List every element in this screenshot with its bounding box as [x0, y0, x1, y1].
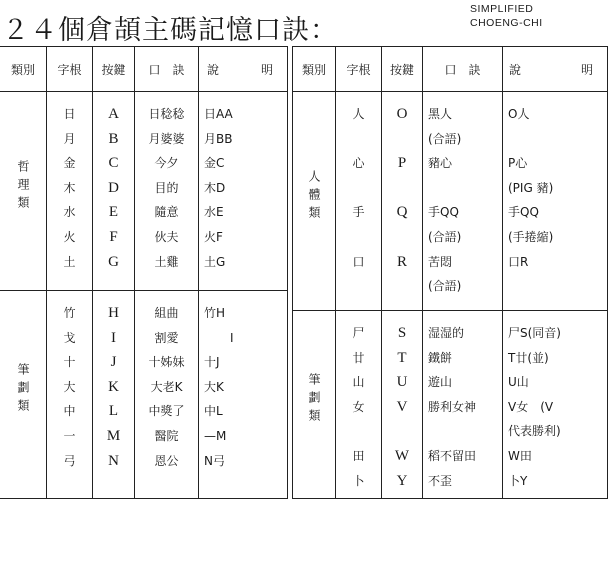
cell-entry: 手QQ — [428, 205, 459, 220]
cell-entry: K — [108, 378, 119, 395]
cell-entry: 月 — [63, 131, 76, 146]
cell-entry: 木D — [204, 180, 226, 195]
cell-entry — [382, 419, 422, 444]
group-label: 人體類 — [293, 92, 336, 311]
cell-entry: 山 — [352, 375, 365, 390]
cell-entry — [336, 274, 381, 299]
cell-entry — [508, 274, 607, 299]
key-column — [93, 92, 135, 291]
cell-entry: U — [396, 374, 408, 391]
cell-entry — [336, 225, 381, 250]
cell-entry: W田 — [508, 448, 532, 463]
cell-entry — [428, 419, 502, 444]
cell-entry: O — [396, 106, 408, 122]
cell-entry: 金C — [204, 156, 225, 171]
cell-entry: 女 — [352, 399, 365, 414]
cell-entry: 代表勝利) — [508, 424, 561, 439]
cell-entry — [382, 274, 422, 299]
group-row — [293, 92, 608, 311]
cell-entry: O人 — [508, 107, 530, 121]
cell-entry: 一 — [63, 428, 76, 443]
cell-entry: 黑人 — [428, 107, 453, 121]
right-header-row — [293, 47, 608, 92]
cell-entry: 水 — [63, 205, 76, 220]
cell-entry: I — [230, 330, 234, 345]
header-key: 按鍵 — [93, 47, 135, 92]
cell-entry: (合語) — [428, 279, 462, 294]
header-radical: 字根 — [336, 47, 382, 92]
left-table — [0, 46, 288, 499]
radical-column — [47, 92, 93, 291]
cell-entry: 金 — [63, 156, 76, 171]
cell-entry: V — [396, 398, 408, 415]
cell-entry: 日AA — [204, 107, 233, 121]
cell-entry: 廿 — [352, 350, 365, 365]
cell-entry: 醫院 — [154, 428, 179, 443]
cell-entry: 心 — [352, 156, 365, 171]
cell-entry: 大老K — [150, 379, 183, 394]
cell-entry: 中 — [63, 404, 76, 419]
cell-entry: 十 — [63, 355, 76, 370]
cell-entry: 月BB — [204, 131, 233, 146]
cell-entry: 大K — [204, 379, 224, 394]
cell-entry: 人 — [352, 107, 365, 121]
cell-entry: 恩公 — [154, 453, 179, 468]
cell-entry — [382, 176, 422, 201]
cell-entry: 手QQ — [508, 205, 539, 220]
cell-entry: 弓 — [63, 453, 76, 468]
header-category: 類別 — [293, 47, 336, 92]
header-radical: 字根 — [47, 47, 93, 92]
group-row — [293, 311, 608, 499]
cell-entry: 今夕 — [154, 156, 179, 171]
header-mnemonic: 口 訣 — [423, 47, 503, 92]
radical-column — [336, 92, 382, 311]
cell-entry — [336, 127, 381, 152]
cell-entry: I — [111, 329, 116, 346]
cell-entry: P — [397, 155, 407, 172]
page-title: ２４個倉頡主碼記憶口訣： — [2, 15, 338, 46]
cell-entry — [336, 176, 381, 201]
cell-entry: 手 — [352, 205, 365, 220]
key-column — [382, 92, 423, 311]
cell-entry — [508, 127, 607, 152]
subtitle-line-1: SIMPLIFIED — [470, 3, 534, 15]
cell-entry: 口 — [352, 254, 365, 269]
cell-entry: 豬心 — [428, 156, 453, 171]
cell-entry: 十J — [204, 355, 220, 370]
cell-entry: 水E — [204, 205, 224, 220]
cell-entry: W — [394, 447, 410, 464]
cell-entry: (合語) — [428, 131, 462, 146]
mnemonic-column — [423, 92, 503, 311]
cell-entry: D — [108, 179, 119, 196]
cell-entry: 割愛 — [154, 330, 179, 345]
description-column — [503, 311, 608, 499]
cell-entry: 戈 — [63, 330, 76, 345]
group-label: 筆劃類 — [0, 291, 47, 499]
mnemonic-column — [135, 92, 199, 291]
cell-entry: E — [108, 204, 119, 221]
cell-entry: 火F — [204, 229, 223, 244]
cell-entry: 土雞 — [154, 254, 179, 269]
cell-entry: 中獎了 — [148, 404, 185, 419]
header-key: 按鍵 — [382, 47, 423, 92]
radical-column — [47, 291, 93, 499]
radical-column — [336, 311, 382, 499]
cell-entry: (PIG 豬) — [508, 180, 554, 195]
cell-entry: 組曲 — [154, 306, 179, 320]
cell-entry: 尸S(同音) — [508, 326, 561, 340]
cell-entry: M — [106, 427, 121, 444]
mnemonic-column — [423, 311, 503, 499]
cell-entry: (手捲縮) — [508, 229, 554, 244]
description-column — [503, 92, 608, 311]
cell-entry: 遊山 — [428, 375, 453, 390]
cell-entry: 日稔稔 — [148, 107, 185, 121]
cell-entry: Q — [396, 204, 408, 221]
cell-entry: 口R — [508, 254, 529, 269]
cell-entry: 卜 — [352, 473, 365, 488]
cell-entry: 土G — [204, 254, 226, 269]
cell-entry: 土 — [63, 254, 76, 269]
cell-entry: 日 — [63, 107, 76, 121]
cell-entry: 稻不留田 — [428, 448, 477, 463]
cell-entry: B — [108, 130, 119, 147]
group-label: 筆劃類 — [293, 311, 336, 499]
group-label: 哲理類 — [0, 92, 47, 291]
cell-entry: H — [108, 305, 119, 321]
cell-entry: 大 — [63, 379, 76, 394]
cell-entry: —M — [204, 428, 227, 443]
cell-entry: T — [397, 349, 407, 366]
group-row — [0, 92, 288, 291]
cell-entry: F — [109, 228, 118, 245]
cell-entry — [336, 419, 381, 444]
cell-entry: (合語) — [428, 229, 462, 244]
cell-entry: T廿(並) — [508, 350, 549, 365]
cell-entry: 月婆婆 — [148, 131, 185, 146]
left-header-row — [0, 47, 288, 92]
subtitle-line-2: CHOENG-CHI — [470, 17, 543, 29]
cell-entry — [382, 127, 422, 152]
cell-entry: 勝利女神 — [428, 399, 477, 414]
cell-entry: 竹H — [204, 306, 226, 320]
header-description: 說 明 — [503, 47, 608, 92]
header-description: 說 明 — [199, 47, 288, 92]
description-column — [199, 92, 288, 291]
cell-entry: N — [108, 452, 119, 469]
cell-entry: 田 — [352, 448, 365, 463]
header-category: 類別 — [0, 47, 47, 92]
right-table — [292, 46, 608, 499]
cell-entry: 隨意 — [154, 205, 179, 220]
cell-entry: 湿湿的 — [428, 326, 465, 340]
cell-entry: 尸 — [352, 326, 365, 340]
header-mnemonic: 口 訣 — [135, 47, 199, 92]
cell-entry: S — [397, 325, 407, 341]
cell-entry: U山 — [508, 375, 529, 390]
cell-entry: V女 (V — [508, 399, 554, 414]
cell-entry: 十姊妹 — [148, 355, 185, 370]
cell-entry: R — [396, 253, 407, 270]
cell-entry: L — [108, 403, 119, 420]
cell-entry — [382, 225, 422, 250]
cell-entry: 木 — [63, 180, 76, 195]
cell-entry: P心 — [508, 156, 528, 171]
cell-entry: 卜Y — [508, 473, 528, 488]
cell-entry: 不歪 — [428, 473, 453, 488]
cell-entry: N弓 — [204, 453, 225, 468]
cell-entry: 中L — [204, 404, 223, 419]
cell-entry: 竹 — [63, 306, 76, 320]
description-column — [199, 291, 288, 499]
group-row — [0, 291, 288, 499]
key-column — [93, 291, 135, 499]
cell-entry: A — [108, 106, 119, 122]
cell-entry — [428, 176, 502, 201]
cell-entry: C — [108, 155, 119, 172]
cell-entry: 伙夫 — [154, 229, 179, 244]
cell-entry: 火 — [63, 229, 76, 244]
cell-entry: G — [108, 253, 119, 270]
cell-entry: Y — [396, 472, 408, 489]
cell-entry: J — [110, 354, 117, 371]
key-column — [382, 311, 423, 499]
cell-entry: 苦悶 — [428, 254, 453, 269]
cell-entry: 目的 — [154, 180, 179, 195]
cell-entry: 鐵餅 — [428, 350, 453, 365]
mnemonic-column — [135, 291, 199, 499]
